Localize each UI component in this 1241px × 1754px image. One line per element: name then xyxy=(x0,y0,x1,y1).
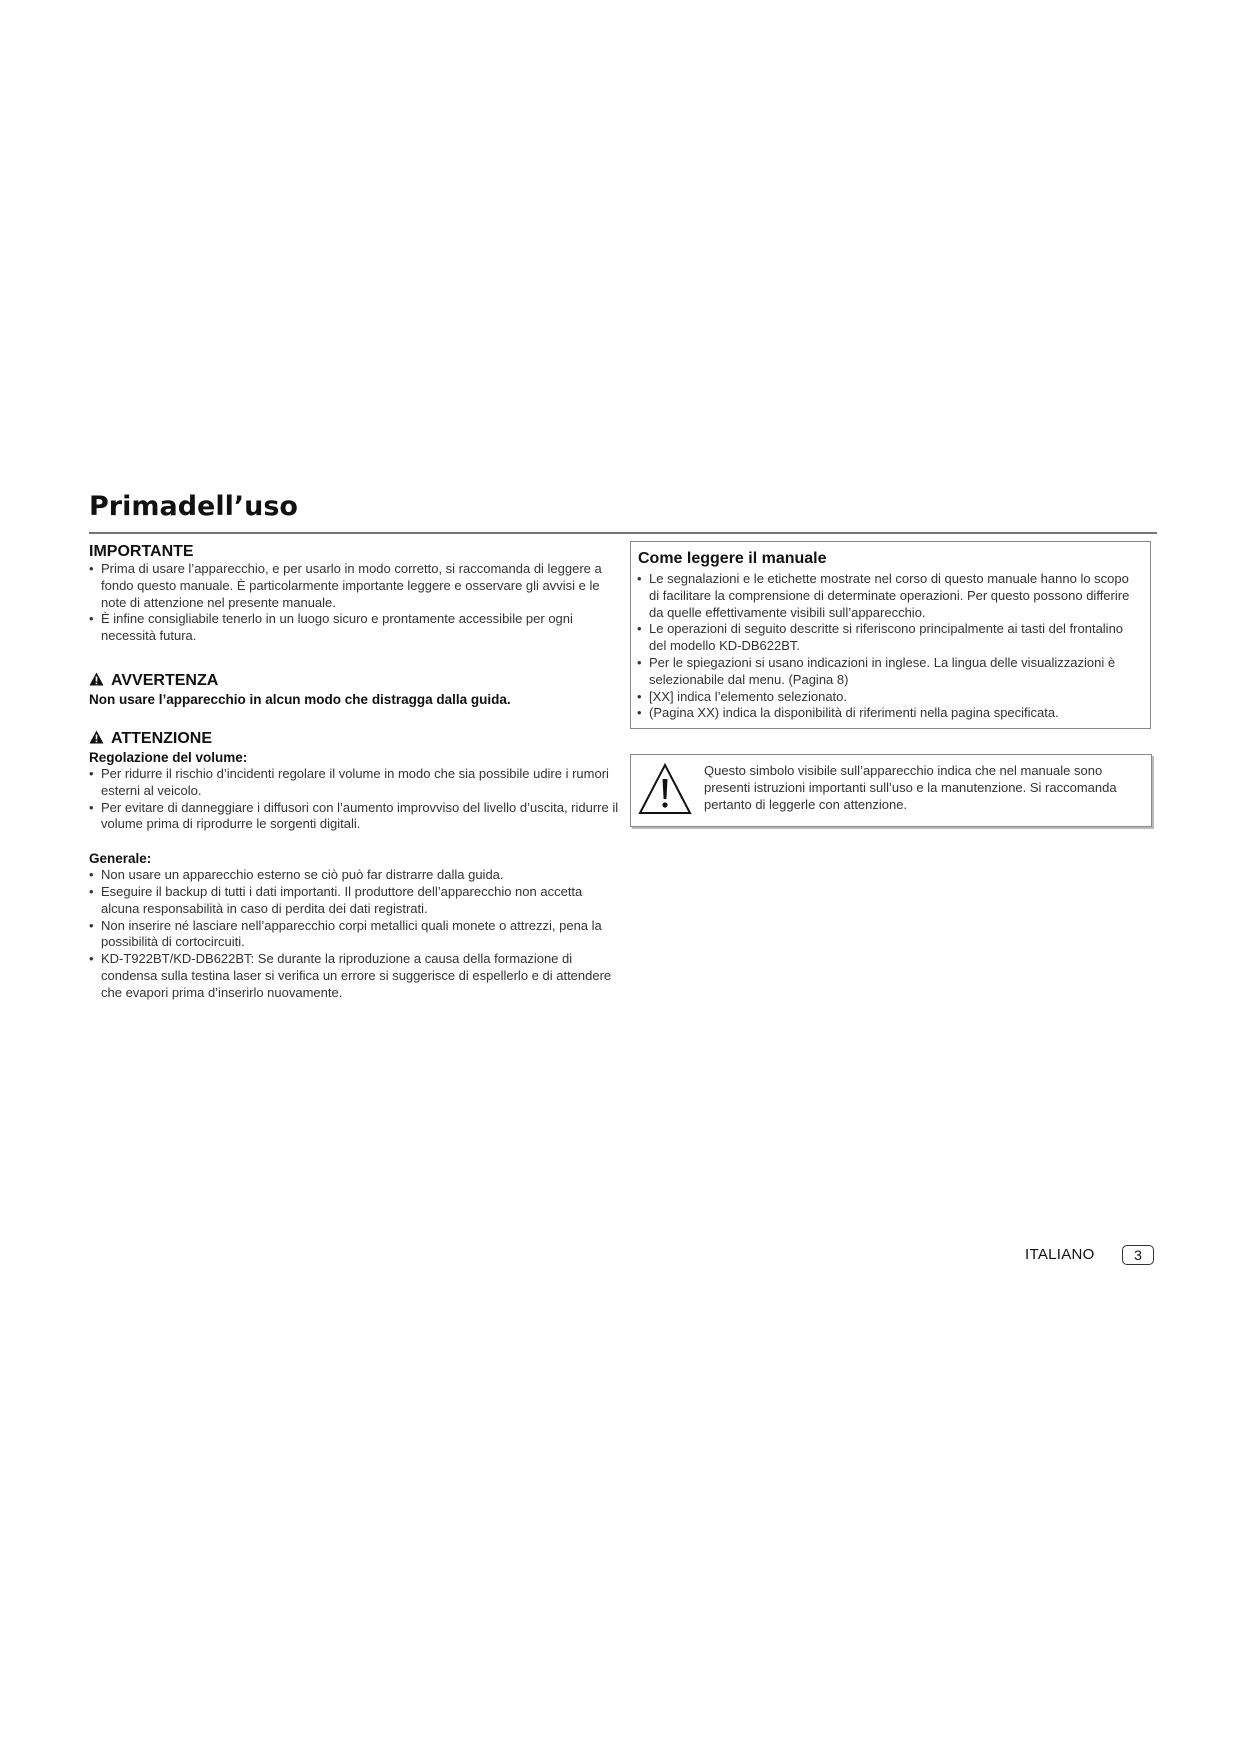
page-number: 3 xyxy=(1122,1245,1154,1265)
exclamation-triangle-icon xyxy=(637,761,693,822)
list-item: • Non usare un apparecchio esterno se ciò può far distrarre dalla guida. xyxy=(89,867,619,884)
left-column xyxy=(89,543,619,1002)
right-column xyxy=(630,541,1154,729)
avvertenza-heading xyxy=(89,672,619,691)
manuale-heading: Come leggere il manuale xyxy=(638,550,827,567)
notice-text: Questo simbolo visibile sull’apparecchio indica che nel manuale sono presenti istruzioni importanti sull’uso e la manutenzione. Si raccomanda pertanto di leggerle con attenzione. xyxy=(704,763,1117,812)
warning-icon xyxy=(89,672,104,691)
attenzione-heading xyxy=(89,730,619,749)
title-divider xyxy=(89,532,1157,534)
footer-language: ITALIANO xyxy=(1025,1246,1095,1263)
avvertenza-text: Non usare l’apparecchio in alcun modo che distragga dalla guida. xyxy=(89,691,511,707)
volume-list xyxy=(89,766,619,833)
page-title: Primadell’uso xyxy=(89,491,298,522)
volume-heading: Regolazione del volume: xyxy=(89,749,248,765)
list-item: • Non inserire né lasciare nell’apparecchio corpi metallici quali monete o attrezzi, pena la possibilità di cortocircuiti. xyxy=(89,918,619,952)
avvertenza-title: AVVERTENZA xyxy=(111,672,219,690)
list-item: • Per le spiegazioni si usano indicazioni in inglese. La lingua delle visualizzazioni è selezionabile dal menu. (Pagina 8) xyxy=(637,655,1142,689)
generale-list xyxy=(89,867,619,1001)
caution-icon xyxy=(89,730,104,749)
list-item: • KD-T922BT/KD-DB622BT: Se durante la riproduzione a causa della formazione di condensa sulla testina laser si verifica un errore si suggerisce di espellerlo e di attendere che evapori prima d’inserirlo nuovamente. xyxy=(89,951,619,1001)
manual-box xyxy=(630,541,1151,729)
list-item: • Le segnalazioni e le etichette mostrate nel corso di questo manuale hanno lo scopo di facilitare la comprensione di determinate operazioni. Per questo possono differire da quelle effettivamente visibili sull’apparecchio. xyxy=(637,571,1142,621)
generale-heading: Generale: xyxy=(89,851,152,867)
list-item: • Per evitare di danneggiare i diffusori con l’aumento improvviso del livello d’uscita, ridurre il volume prima di riprodurre le sorgenti digitali. xyxy=(89,800,619,834)
list-item: • Prima di usare l’apparecchio, e per usarlo in modo corretto, si raccomanda di leggere a fondo questo manuale. È particolarmente importante leggere e osservare gli avvisi e le note di attenzione nel presente manuale. xyxy=(89,561,619,611)
list-item: • [XX] indica l’elemento selezionato. xyxy=(637,689,1142,706)
attenzione-title: ATTENZIONE xyxy=(111,730,213,748)
list-item: • (Pagina XX) indica la disponibilità di riferimenti nella pagina specificata. xyxy=(637,705,1142,722)
list-item: • Per ridurre il rischio d’incidenti regolare il volume in modo che sia possibile udire i rumori esterni al veicolo. xyxy=(89,766,619,800)
importante-list xyxy=(89,561,619,645)
manuale-list xyxy=(637,571,1142,722)
list-item: • Le operazioni di seguito descritte si riferiscono principalmente ai tasti del frontalino del modello KD-DB622BT. xyxy=(637,621,1142,655)
notice-box xyxy=(630,754,1152,827)
list-item: • È infine consigliabile tenerlo in un luogo sicuro e prontamente accessibile per ogni necessità futura. xyxy=(89,611,619,645)
importante-heading: IMPORTANTE xyxy=(89,543,194,560)
list-item: • Eseguire il backup di tutti i dati importanti. Il produttore dell’apparecchio non accetta alcuna responsabilità in caso di perdita dei dati registrati. xyxy=(89,884,619,918)
